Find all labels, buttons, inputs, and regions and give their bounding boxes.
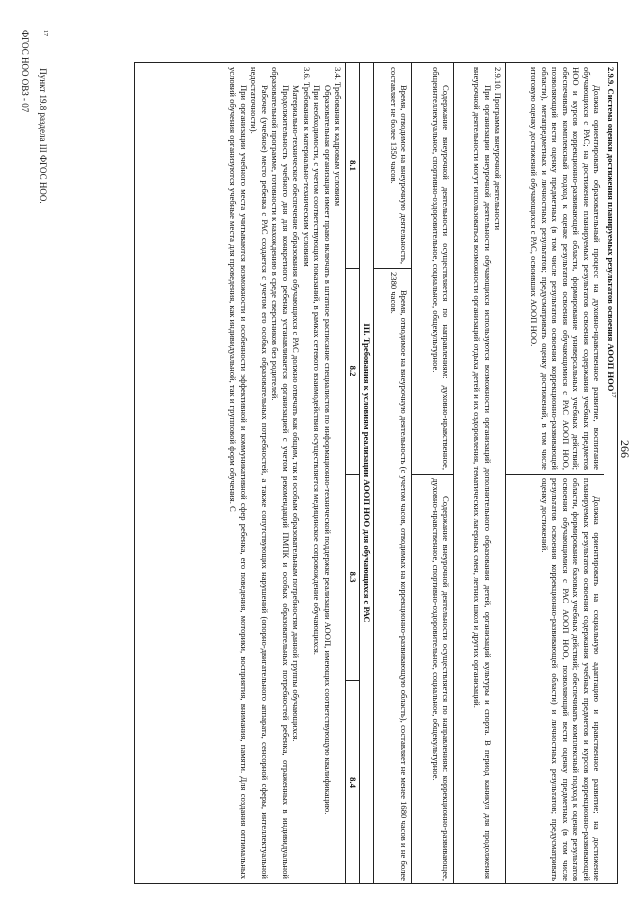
paragraph: Продолжительность учебного дня для конкретного ребенка устанавливается организацией с учетом рекомендаций ПМПК и особых образовательных потребностей ребенка, отраженных в индивидуальной образовательной программе, готовности к нахождению в среде сверстников без родителей.: [270, 67, 291, 879]
table-row: [359, 63, 373, 883]
table-row: [345, 63, 359, 883]
section-heading: 3.6. Требования к материально-техническим условиям: [301, 67, 312, 267]
column-number: 8.2: [348, 365, 358, 377]
page-number: 266: [618, 440, 632, 458]
footnote-ref: 17: [609, 391, 616, 398]
column-number: 8.3: [348, 571, 358, 583]
left-column-cell: [412, 63, 453, 474]
paragraph: Рабочее (учебное) место ребенка с РАС создается с учетом его особых образовательных потребностей, а также сопутствующих нарушений (опорно-двигательного аппарата, сенсорной сферы, интеллектуальной недостаточности).: [249, 67, 270, 879]
paragraph: Должна ориентировать образовательный процесс на духовно-нравственное развитие, воспитание обучающихся с РАС; на достижение планируемых результатов освоения содержания учебных предметов НОО и курсов коррекционно-развивающей области, формирование универсальных учебных действий; обеспечивать комплексный подход к оценке результатов освоения обучающимися с РАС АООП НОО, позволяющий вести оценку предметных (в том числе результатов освоения коррекционно-развивающей области), метапредметных и личностных результатов; предусматривать оценку достижений, в том числе итоговую оценку достижений обучающихся с РАС, освоивших АООП НОО.: [529, 67, 602, 470]
paragraph: При организации внеурочной деятельности обучающихся используются возможности организаций дополнительного образования детей, организаций культуры и спорта. В период каникул для продолжения внеурочной деятельности могут использоваться возможности организаций отдыха детей и их оздоровления, тематических лагерных смен, летних школ и других организаций.: [472, 67, 493, 879]
left-column-cell: [506, 63, 604, 474]
merged-cell: [454, 63, 505, 883]
paragraph: Содержание внеурочной деятельности осуществляется по направлениям: коррекционно-развивающее, духовно-нравственное, спортивно-оздоровительное, социальное, общекультурное.: [430, 478, 451, 881]
section-heading: 2.9.10. Программа внеурочной деятельности: [493, 67, 503, 231]
merged-cell: [133, 63, 345, 883]
footnote-text: Пункт 19.8 раздела III ФГОС НОО.: [38, 68, 48, 204]
footnote: [37, 30, 48, 204]
right-column-cell: [412, 474, 453, 885]
column-cell-82-84: [374, 268, 411, 885]
page-footer: ФГОС НОО ОВЗ - 07: [20, 30, 30, 113]
paragraph: Время, отводимое на внеурочную деятельность (с учетом часов, отводимых на коррекционно-развивающую область), составляет не менее 1680 часов и не более 2380 часов.: [388, 272, 409, 881]
paragraph: Образовательная организация имеет право включать в штатное расписание специалистов по информационно-технической поддержке реализации АООП, имеющих соответствующую квалификацию.: [322, 85, 333, 815]
paragraph: При организации учебного места учитываются возможности и особенности эффективной и коммуникативной сфер ребенка, его поведения, моторики, восприятия, внимания, памяти. Для создания оптимальных условий обучения организуются учебные места для проведения, как индивидуальной, так и групповой форм обучения. С: [228, 67, 249, 879]
section-heading: 2.9.9. Система оценки достижения планируемых результатов освоения АООП НОО: [606, 67, 616, 392]
requirements-table: [134, 62, 618, 884]
table-row: [505, 63, 617, 883]
paragraph: Содержание внеурочной деятельности осуществляется по направлениям: духовно-нравственное, общеинтеллектуальное, спортивно-оздоровительное, социальное, общекультурное.: [430, 67, 451, 470]
column-number: 8.1: [348, 160, 358, 171]
paragraph: Должна ориентировать на социальную адаптацию и нравственное развитие; на достижение планируемых результатов освоения содержания учебных предметов и курсов коррекционно-развивающей области, формирование базовых учебных действий; обеспечивать комплексный подход к оценке результатов освоения обучающимися с РАС АООП НОО, позволяющий вести оценку предметных (в том числе результатов освоения коррекционно-развивающей области) и личностных результатов; предусматривать оценку достижений.: [539, 478, 602, 881]
column-cell-81: [374, 63, 411, 268]
table-row: [133, 63, 345, 883]
column-number: 8.4: [348, 777, 358, 788]
table-row: [373, 63, 411, 883]
table-row: [453, 63, 505, 883]
section-title: III. Требования к условиям реализации АООП НОО для обучающихся с РАС: [362, 323, 372, 623]
right-column-cell: [506, 474, 604, 885]
footnote-number: 17: [42, 30, 48, 36]
table-row: [411, 63, 453, 883]
paragraph: Время, отводимое на внеурочную деятельность, составляет не более 1350 часов.: [388, 67, 409, 264]
paragraph: При необходимости, с учетом соответствующих показаний, в рамках сетевого взаимодействия осуществляется медицинское сопровождение обучающихся.: [312, 85, 323, 655]
section-heading: 3.4. Требования к кадровым условиям: [333, 67, 343, 207]
row-heading: [605, 63, 617, 883]
paragraph: Материально-техническое обеспечение образования обучающихся с РАС должно отвечать как общим, так и особым образовательным потребностям данной группы обучающихся.: [291, 85, 302, 742]
